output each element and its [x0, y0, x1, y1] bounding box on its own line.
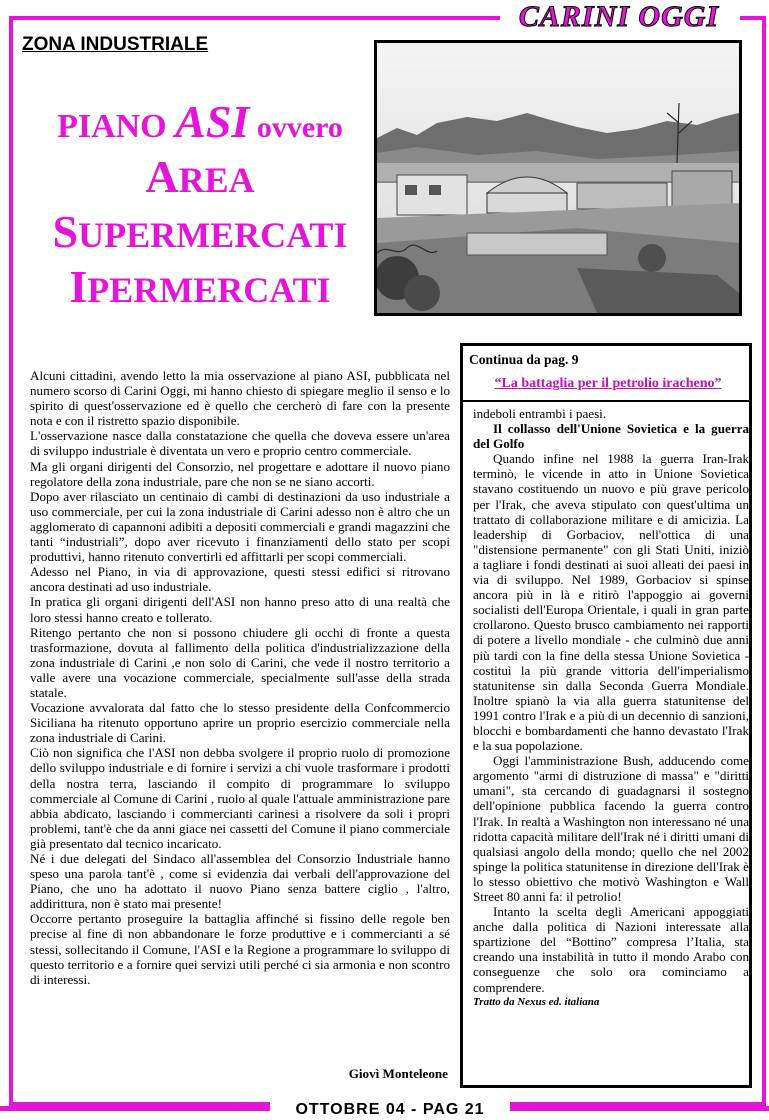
- masthead-title: CARINI OGGI: [518, 0, 720, 33]
- sidebar-continued: Continua da pag. 9: [469, 352, 579, 367]
- sidebar-divider: [463, 400, 749, 402]
- article-paragraph: Ritengo pertanto che non si possono chiudere gli occhi di fronte a questa trasformazione, dovuta al fallimento della politica d'industrializzazione della zona industriale di Carini ,e non solo di Carini, che vede il nostro territorio a valle avere una vocazione commerciale, specialmente sull'asse della strada statale.: [30, 624, 450, 700]
- article-signature: Giovì Monteleone: [348, 1066, 448, 1081]
- article-paragraph: Adesso nel Piano, in via di approvazione, questi stessi edifici si ritrovano ancora destinati ad uso industriale.: [30, 564, 450, 595]
- sidebar-lead: indeboli entrambi i paesi.: [473, 406, 607, 421]
- headline: [30, 96, 370, 320]
- article-paragraph: In pratica gli organi dirigenti dell'ASI non hanno preso atto di una realtà che loro stessi hanno creato e tollerato.: [30, 594, 450, 625]
- sidebar-box: [460, 343, 752, 1088]
- article-paragraph: Dopo aver rilasciato un centinaio di cambi di destinazioni da uso industriale a uso commerciale, per cui la zona industriale di Carini adesso non è altro che un agglomerato di capannoni adibiti a depositi commerciali e grandi magazzini che tanti “industriali”, dopo aver ricevuto i finanziamenti dello stato per scopi produttivi, hanno ritenuto convertirli ed affittarli per scopi commerciali.: [30, 488, 450, 565]
- section-label: ZONA INDUSTRIALE: [22, 34, 209, 55]
- sidebar-paragraph: Quando infine nel 1988 la guerra Iran-Irak terminò, le vicende in atto in Unione Sovietica stavano costituendo un nuovo e più grave pericolo per l'Irak, che aveva stipulato con quest'ultima un trattato di collaborazione militare e di amicizia. La leadership di Gorbaciov, nell'ottica di una "distensione permanente" con gli Stati Uniti, iniziò a tagliare i fondi destinati ai suoi alleati dei paesi in via di sviluppo. Nel 1989, Gorbaciov si spinse ancora più in là e ritirò l'appoggio ai governi socialisti dell'Europa Orientale, i quali in gran parte crollarono. Questo brusco cambiamento nei rapporti di potere a livello mondiale - che culminò due anni più tardi con la fine della stessa Unione Sovietica - costituì la più grande vittoria dell'imperialismo statunitense sin dalla Seconda Guerra Mondiale. Inoltre spianò la via alla guerra statunitense del 1991 contro l'Irak e a più di un decennio di sanzioni, blocchi e bombardamenti che hanno devastato l'Irak e la sua popolazione.: [473, 451, 749, 754]
- sidebar-body: [473, 406, 749, 1010]
- sidebar-paragraph: Intanto la scelta degli Americani appoggiati anche dalla politica di Nazioni interessate alla spartizione del “Bottino” compresa l’Italia, sta creando una instabilità in tutto il mondo Arabo con conseguenze che solo ora cominciamo a comprendere.: [473, 904, 749, 995]
- sidebar-source: Tratto da Nexus ed. italiana: [473, 995, 600, 1008]
- sidebar-title: “La battaglia per il petrolio iracheno”: [494, 376, 722, 391]
- article-paragraph: Ma gli organi dirigenti del Consorzio, nel progettare e adottare il nuovo piano regolatore della zona industriale, pare che non se ne siano accorti.: [30, 458, 450, 489]
- headline-line-1: PIANO ASI ovvero: [57, 96, 343, 147]
- article-paragraph: L'osservazione nasce dalla constatazione che quella che doveva essere un'area di sviluppo industriale è diventata un vero e proprio centro commerciale.: [30, 428, 450, 459]
- headline-line-3: SUPERMERCATI: [52, 206, 348, 257]
- headline-line-4: IPERMERCATI: [69, 261, 331, 312]
- sidebar-paragraph: Oggi l'amministrazione Bush, adducendo come argomento "armi di distruzione di massa" e "diritti umani", sta cercando di guadagnarsi il sostegno dell'opinione pubblica facendo la guerra contro l'Irak. In realtà a Washington non interessano né una ridotta capacità militare dell'Irak né i diritti umani di qualsiasi angolo della mondo; quello che nel 2002 spinge la politica statunitense in direzione dell'Irak è lo stesso obiettivo che motivò Washington e Wall Street 80 anni fa: il petrolio!: [473, 753, 749, 904]
- footer-page-label: OTTOBRE 04 - PAG 21: [270, 1100, 510, 1120]
- article-paragraph: Occorre pertanto proseguire la battaglia affinché si fissino delle regole ben precise al fine di non abbandonare le forze produttive e i commercianti a sé stessi, sollecitando il Comune, l'ASI e la Regione a programmare lo sviluppo di questo territorio e a fornire quei servizi utili perché ci sia armonia e non scontro di interessi.: [30, 911, 450, 987]
- article-body: [30, 368, 450, 987]
- article-paragraph: Né i due delegati del Sindaco all'assemblea del Consorzio Industriale hanno speso una parola tant'è , come si evidenzia dai verbali dell'approvazione del Piano, che uno ha adottato il nuovo Piano senza battere ciglio , l'altro, addirittura, non è stato mai presente!: [30, 851, 450, 912]
- industrial-zone-photo: [374, 40, 742, 316]
- headline-line-2: AREA: [145, 151, 255, 202]
- article-paragraph: Vocazione avvalorata dal fatto che lo stesso presidente della Confcommercio Siciliana ha ritenuto opportuno aprire un proprio esercizio commerciale nella zona industriale di Carini.: [30, 700, 450, 746]
- article-paragraph: Ciò non significa che l'ASI non debba svolgere il proprio ruolo di promozione dello sviluppo industriale e di fornire i servizi a chi vuole trasformare i prodotti della nostra terra, lasciando il compito di programmare lo sviluppo commerciale al Comune di Carini , ruolo al quale l'attuale amministrazione pare abbia abdicato, lasciando i commercianti carinesi a risolvere da soli i propri problemi, tant'è che da anni giace nei cassetti del Comune il piano commerciale già presentato dal tecnico incaricato.: [30, 745, 450, 851]
- sidebar-subhead: Il collasso dell'Unione Sovietica e la guerra del Golfo: [473, 421, 749, 452]
- article-paragraph: Alcuni cittadini, avendo letto la mia osservazione al piano ASI, pubblicata nel numero scorso di Carini Oggi, mi hanno chiesto di spiegare meglio il senso e lo spirito di quest'osservazione ed è quello che cercherò di fare con la presente nota e con il ristretto spazio disponibile.: [30, 368, 450, 429]
